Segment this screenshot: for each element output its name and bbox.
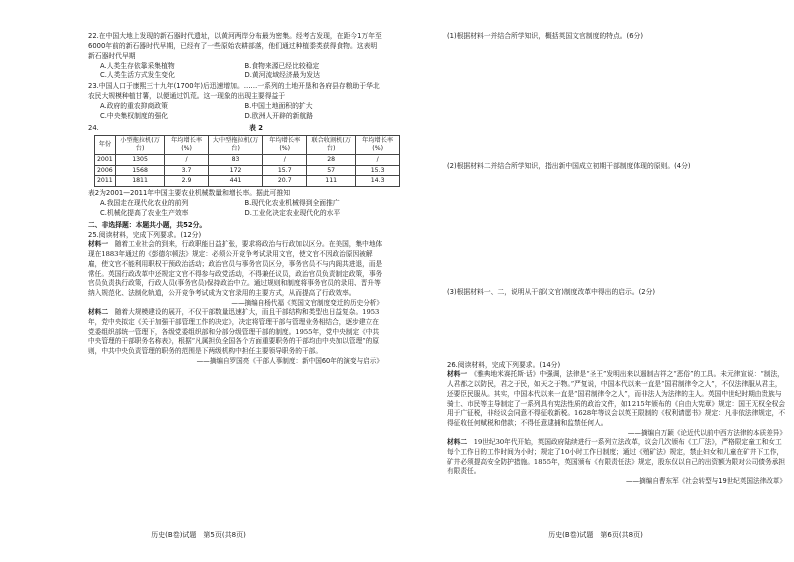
q26-intro: 26.阅读材料，完成下列要求。(14分) [447,360,561,369]
table-cell: 2001 [95,154,116,165]
answer-space [447,230,786,288]
table-cell: 57 [307,165,356,176]
q24-option-b: B.现代化农业机械得到全面推广 [244,199,340,208]
table-cell: 2006 [95,165,116,176]
answer-space [447,100,786,162]
table-header-cell: 年均增长率(%) [263,136,307,155]
page-footer-left: 历史(B卷)试题 第5页(共8页) [151,530,246,539]
table-cell: 15.7 [263,165,307,176]
table-cell: 20.7 [263,176,307,187]
q24-caption: 表2为2001—2011年中国主要农业机械数量和增长率。据此可推知 [88,189,291,198]
q25-part-1: (1)根据材料一并结合所学知识，概括英国文官制度的特点。(6分) [447,32,643,40]
material-text: 随着大规模建设的展开，不仅干部数量迅速扩大，而且干部结构和类型也日益复杂。1953年，党中央拟定《关于加强干部管理工作的决定》，决定将管理干部与管理业务相结合，逐步建立在党委组织部统一管理下，各级党委组织部和分部分级管理干部的制度。1955年，党中央制定《中共中央管理的干部职务名称表》，根据“凡属担负全国各个方面重要职务的干部均由中央加以管理”的原则，中共中央负责管理的职务的范围是下两级机构中担任主要领导职务的干部。 [88,308,380,356]
page-footer-right: 历史(B卷)试题 第6页(共8页) [548,530,643,539]
table-header-cell: 年均增长率(%) [356,136,400,155]
q26-material-2-source: ——摘编自曹东军《社会转型与19世纪英国法律改革》 [625,477,786,486]
table-cell: / [165,154,208,165]
table-cell: / [263,154,307,165]
right-page [397,0,794,562]
table-row [95,165,400,176]
table-header-cell: 大中型拖拉机(万台) [208,136,263,155]
answer-space [447,172,786,230]
table-row [95,176,400,187]
q23-stem: 23.中国人口于康熙三十九年(1700年)后迅速增加。……一系列的土地开垦和各府县存粮助于华北农民大规模种植甘薯，以便通过饥荒。这一现象的出现主要得益于 [88,82,380,101]
q23-option-b: B.中国土地面积的扩大 [244,101,313,110]
material-label: 材料二 [447,438,468,447]
q22-stem: 22.在中国大地上发现的新石器时代遗址，以黄河两岸分布最为密集。经考古发现，在距今1万年至6000年前的新石器时代早期，已经有了一些原始农耕部落，他们通过种植黍类获得食物。这表明新石器时代早期 [88,32,382,60]
table-cell: 1305 [115,154,165,165]
q26-material-1-source: ——摘编自万颖《论近代以前中西方法律的本质差异》 [627,428,786,437]
table-header-cell: 小型拖拉机(万台) [115,136,165,155]
q22-option-c: C.人类生活方式发生变化 [100,71,175,80]
answer-space [447,42,786,100]
q25-part-2: (2)根据材料二并结合所学知识，指出新中国成立初期干部制度体现的原则。(4分) [447,161,691,170]
question-23 [88,82,383,121]
material-text: 19世纪30年代开始，英国政府陆续进行一系列立法改革，议会几次颁布《工厂法》，严格限定童工和女工每个工作日的工作时间为小时；规定了10小时工作日制度；通过《殖矿法》规定，禁止妇女和儿童在矿井下工作，矿井必须提高安全防护措施。1855年，英国颁布《有限责任法》规定，股东仅以自己的出资额为限对公司债务承担有限责任。 [447,438,786,476]
q22-options [88,62,383,82]
machinery-table [94,135,400,187]
table-row [95,154,400,165]
table-cell: 15.3 [356,165,400,176]
table-cell: 1568 [115,165,165,176]
q24-table-name: 表 2 [249,123,263,132]
table-header-cell: 年均增长率(%) [165,136,208,155]
q22-option-d: D.黄河流域经济最为发达 [244,71,320,80]
table-cell: 441 [208,176,263,187]
q26-material-1 [447,370,786,428]
table-cell: 14.3 [356,176,400,187]
table-cell: / [356,154,400,165]
question-24 [88,123,394,219]
material-text: 随着工业社会的到来，行政职能日益扩张，要求将政治与行政加以区分。在美国，集中地体现在1883年通过的《彭德尔顿法》规定：必须公开竞争考试录用文官，使文官不因政治原因被解雇，使文官不能利用职权干预政治活动；政治官员与事务官员区分，事务官员不与内阁共进退，而是常任。英国行政改革中还规定文官不得参与政党活动，不得兼任议员，政治官员负责制定政策，事务官员负责执行政策，行政人员(事务官员)保持政治中立。通过规则和制度将事务官员的录用、晋升等纳入规范化、法制化轨道，公开竞争考试成为文官录用的主要方式，从而提高了行政效率。 [88,240,383,297]
q25-material-2 [88,308,383,357]
q26-material-2 [447,438,786,477]
q22-option-b: B.食物来源已经比较稳定 [244,61,320,70]
material-label: 材料一 [88,240,109,249]
table-cell: 28 [307,154,356,165]
table-cell: 83 [208,154,263,165]
table-header-cell: 年份 [95,136,116,155]
table-cell: 2011 [95,176,116,187]
q24-option-a: A.我国走在现代化农业的前列 [100,199,189,208]
q25-intro: 25.阅读材料，完成下列要求。(12分) [88,230,202,239]
q23-option-c: C.中央集权制度的强化 [100,111,169,120]
q23-option-a: A.政府的重农抑商政策 [100,101,168,110]
q23-option-d: D.欧洲人开辟的新航路 [244,111,314,120]
material-label: 材料二 [88,308,109,317]
table-header-cell: 联合收割机(万台) [307,136,356,155]
q25-part-3: (3)根据材料一、二，说明从干部(文官)制度改革中得出的启示。(2分) [447,287,656,296]
table-cell: 3.7 [165,165,208,176]
material-label: 材料一 [447,370,468,379]
q22-option-a: A.人类生存依靠采集植物 [100,61,175,70]
table-cell: 1811 [115,176,165,187]
section-title: 二、非选择题：本题共小题，共52分。 [88,220,207,229]
q24-number: 24. [88,123,99,132]
q25-material-1-source: ——摘编自杨代福《英国文官制度变迁的历史分析》 [231,298,383,307]
table-cell: 2.9 [165,176,208,187]
material-text: 《雅典地米赛托斯·话》中强调，法律是“圣王”发明出来以遏制吉祥之“恶俗”的工具。未元律宣说：“制法，人君都之以防民，君之于民，如天之于物。”严复说，中国本代以来一直是“国君制律令之人”，不仅法律服从君主，还要臣民服从。其实，中国本代以来一直是“国君制律令之人”，而非法人为法律的主人。英国中世纪时期由贵族与骑士、市民等主导制定了一系列具有宪法性质的政治文件，如1215年颁布的《自由大宪章》规定：国王无权全权会用于广征税，非经议会同意不得征收新税。1628年等议会以英王限制的《权利请愿书》规定：凡非依法律规定，不得征收任何赋税和借款；不得任意逮捕和监禁任何人。 [447,370,786,427]
q23-options [88,102,383,122]
q24-option-c: C.机械化提高了农业生产效率 [100,208,189,217]
q24-option-d: D.工业化决定农业现代化的水平 [244,208,341,217]
q25-material-2-source: ——摘编自罗国亮《干部人事制度：新中国60年的演变与启示》 [196,356,383,365]
answer-space [447,298,786,356]
table-cell: 111 [307,176,356,187]
table-header-row [95,136,400,155]
table-cell: 172 [208,165,263,176]
q24-options [88,199,383,219]
question-22 [88,32,383,81]
q25-material-1 [88,240,383,298]
